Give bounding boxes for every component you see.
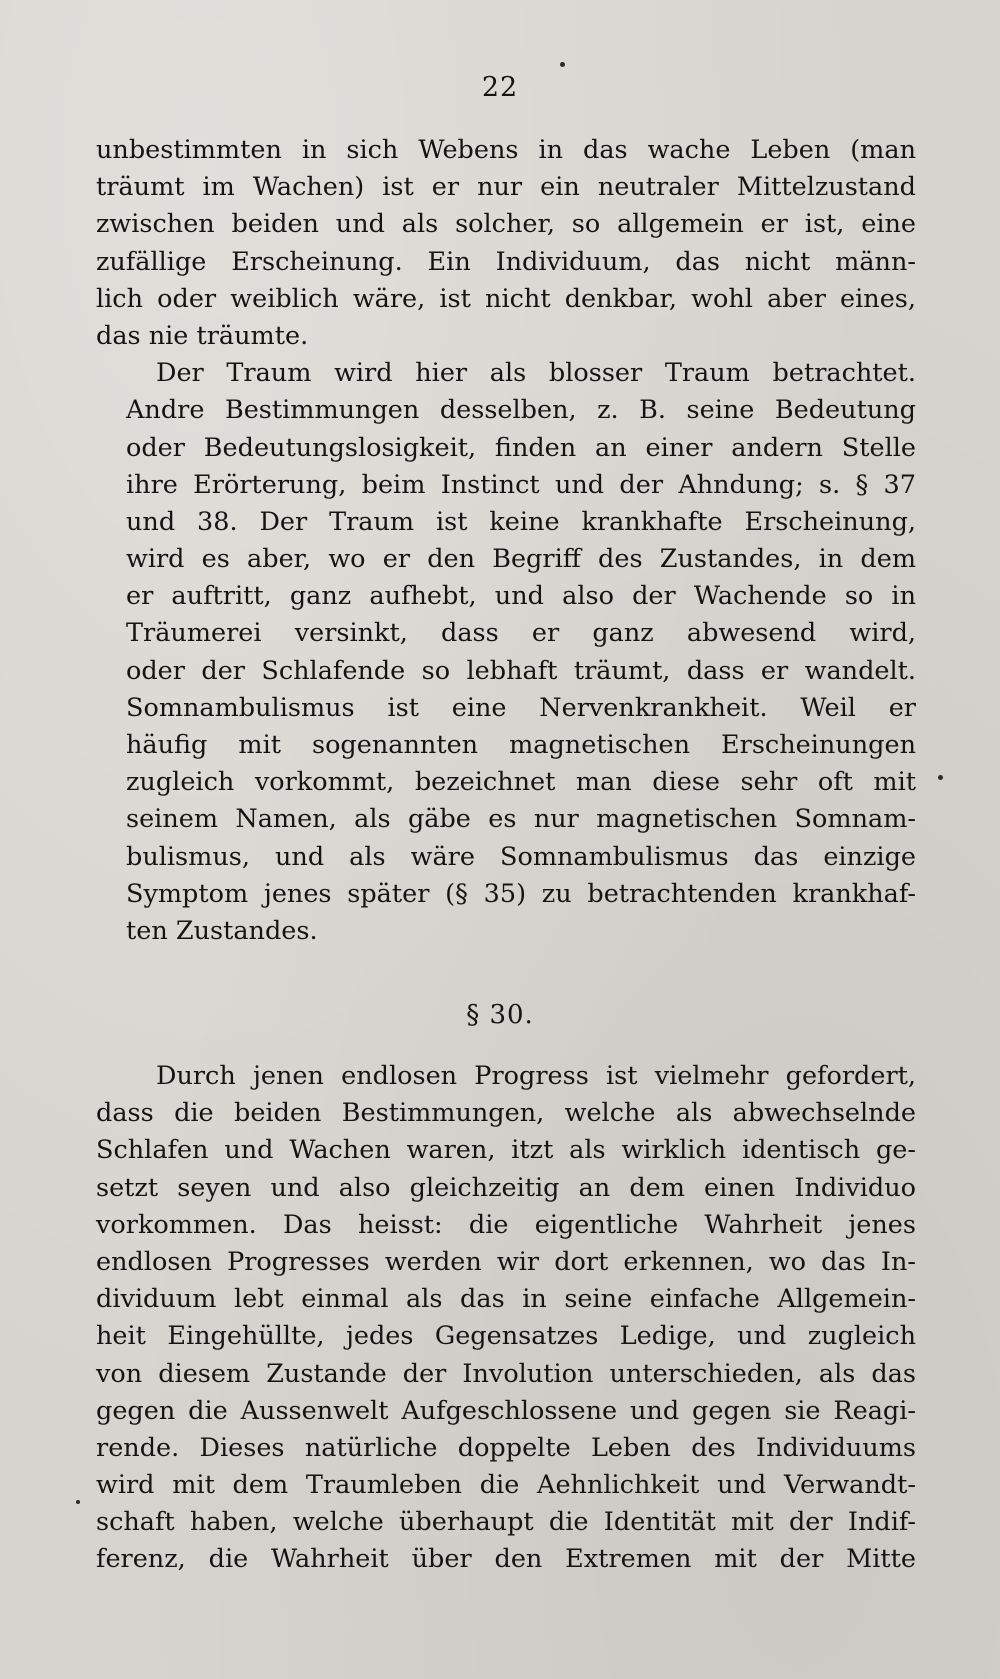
text-line: träumt im Wachen) ist er nur ein neutraler Mittelzustand [96,172,916,203]
text-line: er auftritt, ganz aufhebt, und also der Wachende so in [126,581,916,612]
text-line: setzt seyen und also gleichzeitig an dem einen Individuo [96,1172,916,1203]
text-line: vorkommen. Das heisst: die eigentliche Wahrheit jenes [96,1209,916,1240]
ink-speck [938,775,943,780]
text-line: und 38. Der Traum ist keine krankhafte Erscheinung, [126,506,916,537]
ink-speck [76,1500,80,1504]
text-line: Somnambulismus ist eine Nervenkrankheit. Weil er [126,692,916,723]
text-line: ten Zustandes. [126,915,318,946]
text-line: unbestimmten in sich Webens in das wache Leben (man [96,135,916,165]
text-line: zufällige Erscheinung. Ein Individuum, das nicht männ- [96,246,916,277]
text-line: schaft haben, welche überhaupt die Identität mit der Indif- [96,1507,916,1538]
text-line: heit Eingehüllte, jedes Gegensatzes Ledige, und zugleich [96,1321,916,1352]
text-line: oder Bedeutungslosigkeit, finden an einer andern Stelle [126,432,916,463]
text-line: dividuum lebt einmal als das in seine einfache Allgemein- [96,1284,916,1315]
text-line: häufig mit sogenannten magnetischen Erscheinungen [126,730,916,760]
text-line: wird es aber, wo er den Begriff des Zustandes, in dem [126,544,916,575]
text-line: ihre Erörterung, beim Instinct und der Ahndung; s. § 37 [126,469,916,500]
text-line: seinem Namen, als gäbe es nur magnetischen Somnam- [126,804,916,835]
text-line: Symptom jenes später (§ 35) zu betrachtenden krankhaf- [126,878,916,909]
paragraph-first-line: Durch jenen endlosen Progress ist vielmehr gefordert, [156,1061,916,1091]
text-block-upper [96,132,916,950]
text-line: dass die beiden Bestimmungen, welche als abwechselnde [96,1098,916,1129]
text-line: gegen die Aussenwelt Aufgeschlossene und gegen sie Reagi- [96,1395,916,1426]
section-heading: § 30. [466,1000,534,1030]
ink-speck [560,62,565,67]
text-line: lich oder weiblich wäre, ist nicht denkbar, wohl aber eines, [96,283,916,314]
text-line: endlosen Progresses werden wir dort erkennen, wo das In- [96,1246,916,1277]
paragraph-first-line: Der Traum wird hier als blosser Traum betrachtet. [156,358,916,389]
page-number: 22 [481,72,519,103]
text-line: das nie träumte. [96,320,309,351]
text-line: von diesem Zustande der Involution unterschieden, als das [96,1358,916,1389]
text-line: bulismus, und als wäre Somnambulismus das einzige [126,841,916,872]
text-line: ferenz, die Wahrheit über den Extremen mit der Mitte [96,1544,916,1575]
text-line: zwischen beiden und als solcher, so allgemein er ist, eine [96,209,916,240]
text-line: Schlafen und Wachen waren, itzt als wirklich identisch ge- [96,1135,916,1166]
text-line: wird mit dem Traumleben die Aehnlichkeit und Verwandt- [96,1470,916,1501]
text-block-lower [96,1058,916,1579]
text-line: Andre Bestimmungen desselben, z. B. seine Bedeutung [126,395,916,426]
text-line: zugleich vorkommt, bezeichnet man diese sehr oft mit [126,767,916,798]
text-line: oder der Schlafende so lebhaft träumt, dass er wandelt. [126,655,916,686]
text-line: rende. Dieses natürliche doppelte Leben des Individuums [96,1432,916,1463]
text-line: Träumerei versinkt, dass er ganz abwesend wird, [126,618,916,649]
